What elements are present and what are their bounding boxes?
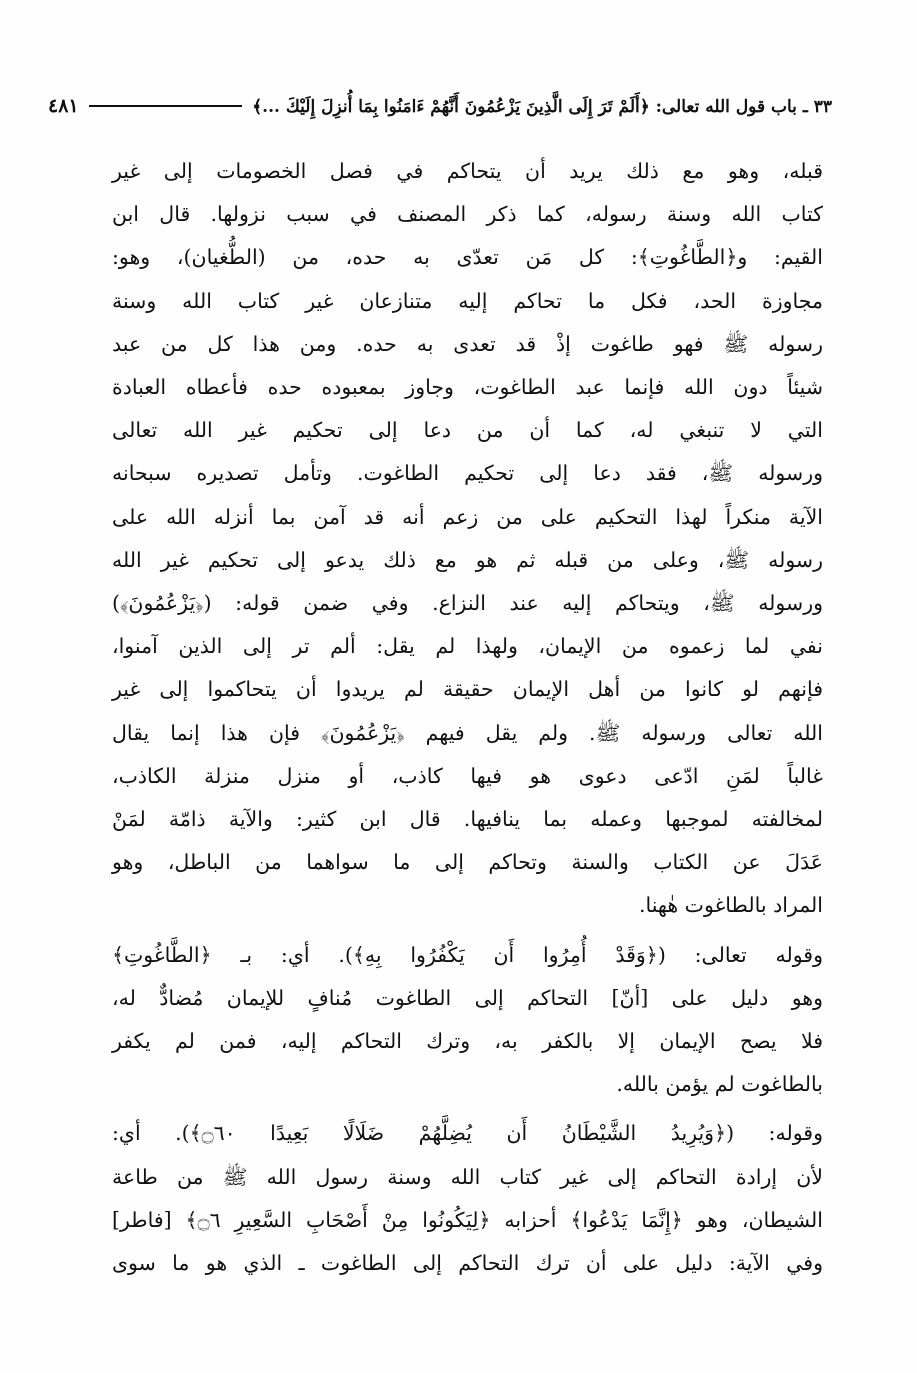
text-line: الآية منكراً لهذا التحكيم على من زعم أنه قد آمن بما أنزله الله على xyxy=(112,504,823,529)
text-line: الشيطان، وهو ﴿إِنَّمَا يَدْعُوا﴾ أحزابه ﴿لِيَكُونُوا مِنْ أَصْحَابِ السَّعِيرِ ۝٦﴾ [فاطر] xyxy=(112,1207,823,1232)
running-header xyxy=(48,86,832,126)
text-line: فلا يصح الإيمان إلا بالكفر به، وترك التحاكم إليه، فمن لم يكفر xyxy=(112,1029,823,1054)
text-line: المراد بالطاغوت هٰهنا. xyxy=(638,893,823,918)
paragraph-1 xyxy=(112,150,823,928)
text-line: وهو دليل على [أنّ] التحاكم إلى الطاغوت مُنافٍ للإيمان مُضادٌّ له، xyxy=(112,985,823,1010)
body-text xyxy=(112,150,823,1285)
text-line: شيئاً دون الله فإنما عبد الطاغوت، وجاوز بمعبوده حده فأعطاه العبادة xyxy=(112,375,823,400)
page-number: ٤٨١ xyxy=(48,95,79,117)
text-line: كتاب الله وسنة رسوله، كما ذكر المصنف في سبب نزولها. قال ابن xyxy=(112,202,823,227)
text-line: رسوله ﷺ فهو طاغوت إذْ قد تعدى به حده. ومن هذا كل من عبد xyxy=(112,331,823,356)
text-line: ورسوله ﷺ، ويتحاكم إليه عند النزاع. وفي ضمن قوله: (﴿يَزْعُمُونَ﴾) xyxy=(112,591,823,616)
header-title: ٣٣ ـ باب قول الله تعالى: ﴿أَلَمْ تَرَ إِلَى الَّذِينَ يَزْعُمُونَ أَنَّهُمْ ءَامَنُوا بِمَا أُنزِلَ إِلَيْكَ ...﴾ xyxy=(252,96,832,117)
text-line: رسوله ﷺ، وعلى من قبله ثم هو مع ذلك يدعو إلى تحكيم غير الله xyxy=(112,547,823,572)
text-line: لأن إرادة التحاكم إلى غير كتاب الله وسنة رسول الله ﷺ من طاعة xyxy=(112,1164,823,1189)
text-line: التي لا تنبغي له، كما أن من دعا إلى تحكيم غير الله تعالى xyxy=(112,418,823,443)
text-line: نفي لما زعموه من الإيمان، ولهذا لم يقل: ألم تر إلى الذين آمنوا، xyxy=(112,634,823,659)
text-line: وقوله تعالى: (﴿وَقَدْ أُمِرُوا أَن يَكْفُرُوا بِهِ﴾). أي: بـ ﴿الطَّاغُوتِ﴾ xyxy=(112,942,824,967)
text-line: مجاوزة الحد، فكل ما تحاكم إليه متنازعان غير كتاب الله وسنة xyxy=(112,288,823,313)
text-line: بالطاغوت لم يؤمن بالله. xyxy=(616,1072,823,1097)
paragraph-3 xyxy=(112,1112,823,1285)
text-line: عَدَلَ عن الكتاب والسنة وتحاكم إلى ما سواهما من الباطل، وهو xyxy=(112,850,823,875)
text-line: غالباً لمَنِ ادّعى دعوى هو فيها كاذب، أو منزل منزلة الكاذب، xyxy=(112,763,823,788)
text-line: الله تعالى ورسوله ﷺ. ولم يقل فيهم ﴿يَزْعُمُونَ﴾ فإن هذا إنما يقال xyxy=(112,720,823,745)
paragraph-2 xyxy=(112,934,823,1107)
text-line: لمخالفته لموجبها وعمله بما ينافيها. قال ابن كثير: والآية ذامّة لمَنْ xyxy=(112,807,823,832)
header-rule xyxy=(89,105,243,107)
text-line: وفي الآية: دليل على أن ترك التحاكم إلى الطاغوت ـ الذي هو ما سوى xyxy=(112,1251,823,1276)
text-line: قبله، وهو مع ذلك يريد أن يتحاكم في فصل الخصومات إلى غير xyxy=(112,159,823,183)
text-line: فإنهم لو كانوا من أهل الإيمان حقيقة لم يريدوا أن يتحاكموا إلى غير xyxy=(112,677,823,702)
text-line: وقوله: (﴿وَيُرِيدُ الشَّيْطَانُ أَن يُضِلَّهُمْ ضَلَالًا بَعِيدًا ۝٦٠﴾). أي: xyxy=(112,1121,823,1146)
text-line: ورسوله ﷺ، فقد دعا إلى تحكيم الطاغوت. وتأمل تصديره سبحانه xyxy=(112,461,823,486)
text-line: القيم: و﴿الطَّاغُوتِ﴾: كل مَن تعدّى به حده، من (الطُّغيان)، وهو: xyxy=(112,245,823,270)
